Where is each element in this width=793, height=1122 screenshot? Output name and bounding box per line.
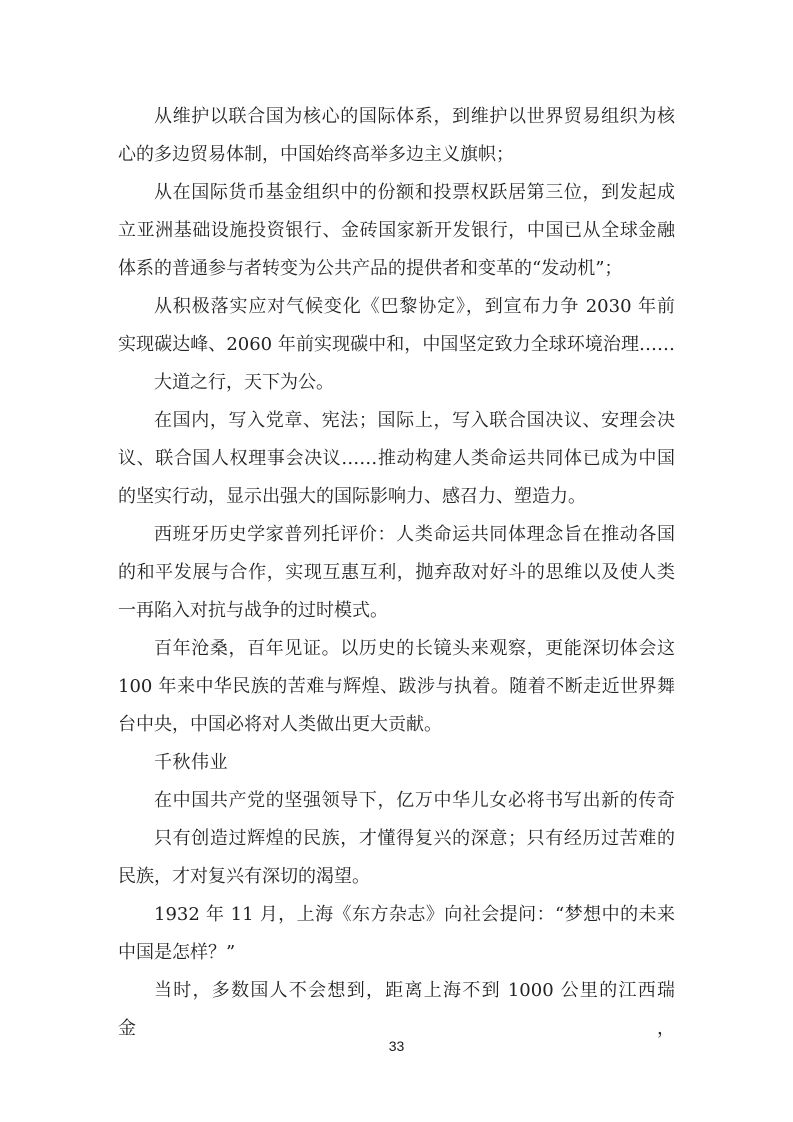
paragraph [118,516,675,630]
text-line: 大道之行，天下为公。 [154,372,334,393]
text-line: 的坚实行动，显示出强大的国际影响力、感召力、塑造力。 [118,486,586,507]
paragraph [118,288,675,364]
text-line: 只有创造过辉煌的民族，才懂得复兴的深意；只有经历过苦难的 [154,828,675,849]
paragraph [118,896,675,972]
text-line: 在国内，写入党章、宪法；国际上，写入联合国决议、安理会决 [154,410,675,431]
text-line: 从积极落实应对气候变化《巴黎协定》，到宣布力争 2030 年前 [154,296,675,317]
page-number: 33 [388,1038,405,1054]
text-line: 百年沧桑，百年见证。以历史的长镜头来观察，更能深切体会这 [154,638,675,659]
text-line: 中国是怎样？” [118,942,236,963]
text-line: 西班牙历史学家普列托评价：人类命运共同体理念旨在推动各国 [154,524,675,545]
text-line: 千秋伟业 [154,752,228,773]
paragraph [118,174,675,288]
text-line: 立亚洲基础设施投资银行、金砖国家新开发银行，中国已从全球金融 [118,220,675,241]
paragraph [118,782,675,820]
paragraph [118,820,675,896]
text-line: 从维护以联合国为核心的国际体系，到维护以世界贸易组织为核 [154,106,675,127]
paragraph [118,630,675,744]
text-line: 体系的普通参与者转变为公共产品的提供者和变革的“发动机”； [118,258,623,279]
text-line: 从在国际货币基金组织中的份额和投票权跃居第三位，到发起成 [154,182,675,203]
paragraph [118,364,675,402]
text-line: 心的多边贸易体制，中国始终高举多边主义旗帜； [118,144,514,165]
paragraph [118,98,675,174]
text-line: 一再陷入对抗与战争的过时模式。 [118,600,388,621]
text-block [118,98,675,1048]
text-line: 实现碳达峰、2060 年前实现碳中和，中国坚定致力全球环境治理…… [118,334,675,355]
text-line: 台中央，中国必将对人类做出更大贡献。 [118,714,442,735]
text-line: 议、联合国人权理事会决议……推动构建人类命运共同体已成为中国 [118,448,675,469]
paragraph [118,402,675,516]
text-line: 1932 年 11 月，上海《东方杂志》向社会提问：“梦想中的未来 [154,904,675,925]
text-line: 的和平发展与合作，实现互惠互利，抛弃敌对好斗的思维以及使人类 [118,562,675,583]
text-line: 民族，才对复兴有深切的渴望。 [118,866,370,887]
section-heading [118,744,675,782]
text-line: 当时，多数国人不会想到，距离上海不到 1000 公里的江西瑞金， [118,980,675,1039]
text-line: 在中国共产党的坚强领导下，亿万中华儿女必将书写出新的传奇 [154,790,675,811]
text-line: 100 年来中华民族的苦难与辉煌、跋涉与执着。随着不断走近世界舞 [118,676,675,697]
